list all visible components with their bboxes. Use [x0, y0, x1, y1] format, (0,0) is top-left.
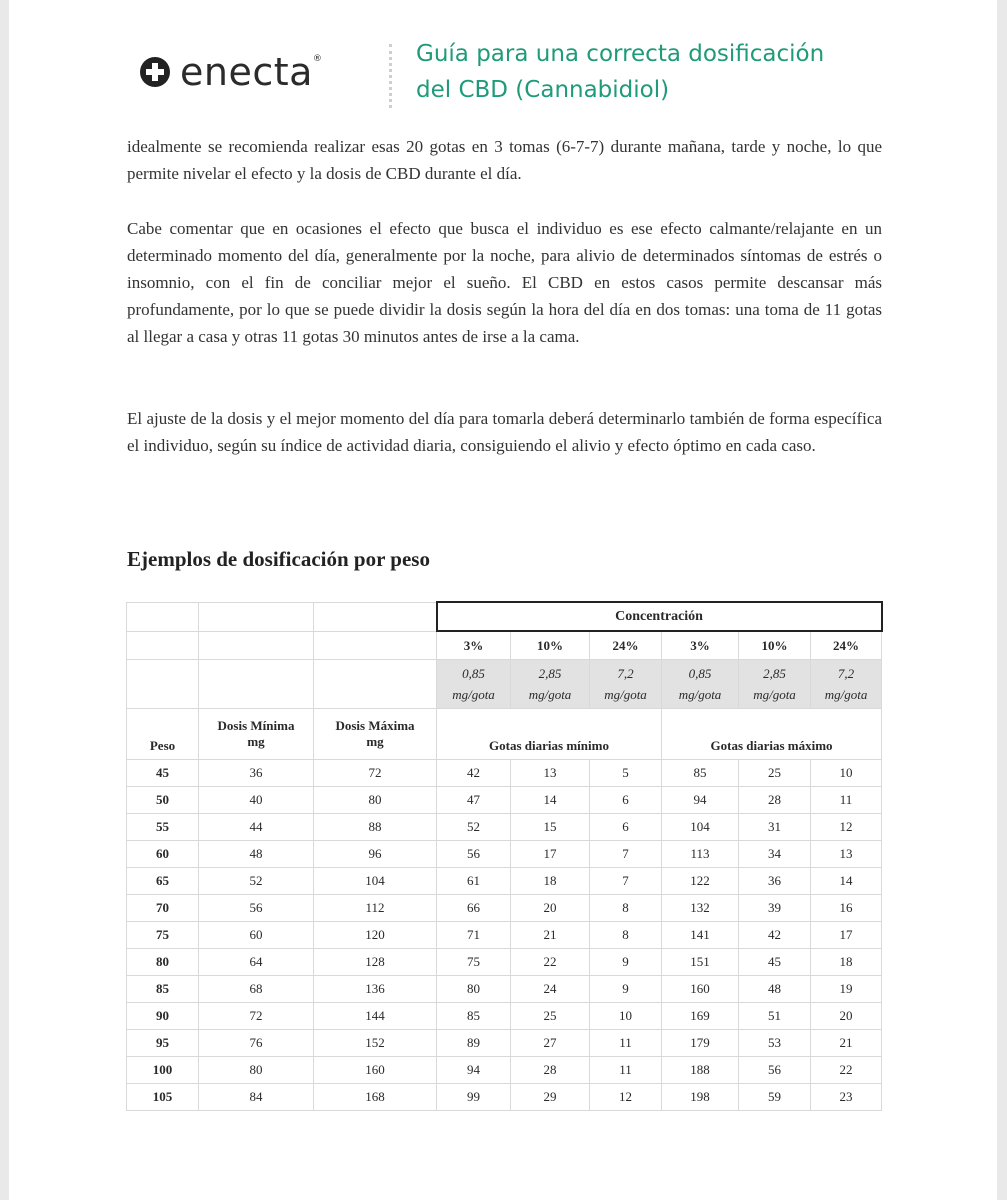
table-cell: 24 — [511, 976, 590, 1003]
table-row — [127, 868, 882, 895]
concentration-percent: 10% — [511, 631, 590, 660]
table-cell: 6 — [590, 814, 662, 841]
table-cell: 21 — [511, 922, 590, 949]
table-cell: 15 — [511, 814, 590, 841]
table-cell: 198 — [662, 1084, 739, 1111]
table-cell: 28 — [511, 1057, 590, 1084]
table-cell: 48 — [199, 841, 314, 868]
table-cell: 152 — [314, 1030, 437, 1057]
brand-logo — [140, 50, 322, 94]
table-cell: 13 — [511, 760, 590, 787]
table-cell: 94 — [437, 1057, 511, 1084]
table-cell: 72 — [199, 1003, 314, 1030]
table-cell: 144 — [314, 1003, 437, 1030]
table-cell: 17 — [811, 922, 882, 949]
table-cell: 80 — [314, 787, 437, 814]
table-cell: 48 — [739, 976, 811, 1003]
weight-cell: 95 — [127, 1030, 199, 1057]
table-cell: 104 — [662, 814, 739, 841]
table-cell: 8 — [590, 895, 662, 922]
concentration-percent: 10% — [739, 631, 811, 660]
weight-cell: 80 — [127, 949, 199, 976]
header-dosis-maxima: Dosis Máxima mg — [314, 709, 437, 760]
plus-circle-icon — [140, 57, 170, 87]
table-cell: 10 — [590, 1003, 662, 1030]
table-cell: 21 — [811, 1030, 882, 1057]
table-cell: 179 — [662, 1030, 739, 1057]
table-cell: 7 — [590, 841, 662, 868]
table-cell: 80 — [199, 1057, 314, 1084]
table-cell: 169 — [662, 1003, 739, 1030]
table-cell: 22 — [511, 949, 590, 976]
weight-cell: 65 — [127, 868, 199, 895]
table-cell: 60 — [199, 922, 314, 949]
table-cell: 104 — [314, 868, 437, 895]
table-cell: 141 — [662, 922, 739, 949]
table-cell: 64 — [199, 949, 314, 976]
table-cell: 59 — [739, 1084, 811, 1111]
header-divider — [389, 44, 392, 108]
table-cell: 20 — [811, 1003, 882, 1030]
mg-per-drop: 0,85 mg/gota — [662, 660, 739, 709]
table-cell: 36 — [739, 868, 811, 895]
table-cell: 12 — [590, 1084, 662, 1111]
table-cell: 13 — [811, 841, 882, 868]
table-cell: 34 — [739, 841, 811, 868]
concentration-percent: 3% — [662, 631, 739, 660]
table-row — [127, 1084, 882, 1111]
table-cell: 29 — [511, 1084, 590, 1111]
table-row — [127, 814, 882, 841]
table-row — [127, 1003, 882, 1030]
mg-per-drop: 2,85 mg/gota — [511, 660, 590, 709]
table-cell: 132 — [662, 895, 739, 922]
table-cell: 6 — [590, 787, 662, 814]
weight-cell: 55 — [127, 814, 199, 841]
table-cell: 122 — [662, 868, 739, 895]
brand-name: enecta® — [180, 50, 323, 94]
table-cell: 9 — [590, 976, 662, 1003]
table-cell: 5 — [590, 760, 662, 787]
table-cell: 75 — [437, 949, 511, 976]
weight-cell: 45 — [127, 760, 199, 787]
table-cell: 44 — [199, 814, 314, 841]
table-row — [127, 1030, 882, 1057]
concentration-percent: 24% — [590, 631, 662, 660]
table-cell: 112 — [314, 895, 437, 922]
table-cell: 160 — [314, 1057, 437, 1084]
table-cell: 51 — [739, 1003, 811, 1030]
weight-cell: 100 — [127, 1057, 199, 1084]
table-cell: 45 — [739, 949, 811, 976]
table-row — [127, 949, 882, 976]
table-cell: 19 — [811, 976, 882, 1003]
table-cell: 47 — [437, 787, 511, 814]
table-cell: 85 — [662, 760, 739, 787]
table-cell: 128 — [314, 949, 437, 976]
table-cell: 85 — [437, 1003, 511, 1030]
table-cell: 160 — [662, 976, 739, 1003]
table-cell: 11 — [590, 1030, 662, 1057]
table-cell: 66 — [437, 895, 511, 922]
table-cell: 72 — [314, 760, 437, 787]
table-row — [127, 976, 882, 1003]
table-cell: 84 — [199, 1084, 314, 1111]
paragraph-2: Cabe comentar que en ocasiones el efecto que busca el individuo es ese efecto calmante/relajante en un determinado momento del día, generalmente por la noche, para alivio de determinados síntomas de estrés o insomnio, con el fin de conciliar mejor el sueño. El CBD en estos casos permite descansar más profundamente, por lo que se puede dividir la dosis según la hora del día en dos tomas: una toma de 11 gotas al llegar a casa y otras 11 gotas 30 minutos antes de irse a la cama. — [127, 219, 882, 346]
paragraph-3: El ajuste de la dosis y el mejor momento del día para tomarla deberá determinarlo también de forma específica el individuo, según su índice de actividad diaria, consiguiendo el alivio y efecto óptimo en cada caso. — [127, 409, 882, 455]
weight-cell: 105 — [127, 1084, 199, 1111]
table-cell: 10 — [811, 760, 882, 787]
table-cell: 25 — [511, 1003, 590, 1030]
weight-cell: 85 — [127, 976, 199, 1003]
table-cell: 56 — [199, 895, 314, 922]
table-cell: 28 — [739, 787, 811, 814]
weight-cell: 90 — [127, 1003, 199, 1030]
concentration-percent: 3% — [437, 631, 511, 660]
table-cell: 42 — [739, 922, 811, 949]
title-line-2: del CBD (Cannabidiol) — [416, 77, 670, 103]
table-cell: 61 — [437, 868, 511, 895]
table-cell: 52 — [199, 868, 314, 895]
mg-per-drop: 0,85 mg/gota — [437, 660, 511, 709]
table-cell: 42 — [437, 760, 511, 787]
dosage-table — [126, 601, 883, 1111]
table-cell: 99 — [437, 1084, 511, 1111]
table-cell: 14 — [511, 787, 590, 814]
table-cell: 56 — [437, 841, 511, 868]
table-cell: 31 — [739, 814, 811, 841]
weight-cell: 75 — [127, 922, 199, 949]
header-dosis-minima: Dosis Mínima mg — [199, 709, 314, 760]
table-cell: 120 — [314, 922, 437, 949]
mg-per-drop: 2,85 mg/gota — [739, 660, 811, 709]
table-cell: 68 — [199, 976, 314, 1003]
table-cell: 9 — [590, 949, 662, 976]
weight-cell: 60 — [127, 841, 199, 868]
table-cell: 71 — [437, 922, 511, 949]
table-cell: 22 — [811, 1057, 882, 1084]
mg-per-drop: 7,2 mg/gota — [811, 660, 882, 709]
table-cell: 151 — [662, 949, 739, 976]
weight-cell: 70 — [127, 895, 199, 922]
table-cell: 8 — [590, 922, 662, 949]
table-cell: 17 — [511, 841, 590, 868]
table-row — [127, 1057, 882, 1084]
table-cell: 12 — [811, 814, 882, 841]
concentration-header: Concentración — [437, 602, 882, 631]
table-cell: 96 — [314, 841, 437, 868]
table-row — [127, 922, 882, 949]
table-cell: 39 — [739, 895, 811, 922]
table-cell: 80 — [437, 976, 511, 1003]
table-row — [127, 895, 882, 922]
concentration-percent: 24% — [811, 631, 882, 660]
table-cell: 88 — [314, 814, 437, 841]
table-cell: 18 — [811, 949, 882, 976]
table-cell: 53 — [739, 1030, 811, 1057]
table-cell: 11 — [811, 787, 882, 814]
table-cell: 40 — [199, 787, 314, 814]
table-cell: 188 — [662, 1057, 739, 1084]
table-cell: 89 — [437, 1030, 511, 1057]
header-gotas-minimo: Gotas diarias mínimo — [437, 709, 662, 760]
table-cell: 56 — [739, 1057, 811, 1084]
table-cell: 7 — [590, 868, 662, 895]
table-cell: 20 — [511, 895, 590, 922]
table-row — [127, 841, 882, 868]
table-cell: 14 — [811, 868, 882, 895]
table-cell: 16 — [811, 895, 882, 922]
weight-cell: 50 — [127, 787, 199, 814]
section-title: Ejemplos de dosificación por peso — [127, 547, 430, 571]
table-cell: 27 — [511, 1030, 590, 1057]
table-cell: 94 — [662, 787, 739, 814]
table-cell: 11 — [590, 1057, 662, 1084]
table-cell: 168 — [314, 1084, 437, 1111]
table-cell: 113 — [662, 841, 739, 868]
table-cell: 36 — [199, 760, 314, 787]
table-row — [127, 760, 882, 787]
header-gotas-maximo: Gotas diarias máximo — [662, 709, 882, 760]
table-cell: 25 — [739, 760, 811, 787]
title-line-1: Guía para una correcta dosificación — [416, 41, 825, 67]
header-peso: Peso — [127, 709, 199, 760]
table-cell: 23 — [811, 1084, 882, 1111]
table-row — [127, 787, 882, 814]
mg-per-drop: 7,2 mg/gota — [590, 660, 662, 709]
document-title — [416, 36, 976, 108]
paragraph-1: idealmente se recomienda realizar esas 20 gotas en 3 tomas (6-7-7) durante mañana, tarde y noche, lo que permite nivelar el efecto y la dosis de CBD durante el día. — [127, 137, 882, 183]
table-cell: 52 — [437, 814, 511, 841]
table-cell: 18 — [511, 868, 590, 895]
table-cell: 76 — [199, 1030, 314, 1057]
document-page — [9, 0, 997, 1200]
table-cell: 136 — [314, 976, 437, 1003]
